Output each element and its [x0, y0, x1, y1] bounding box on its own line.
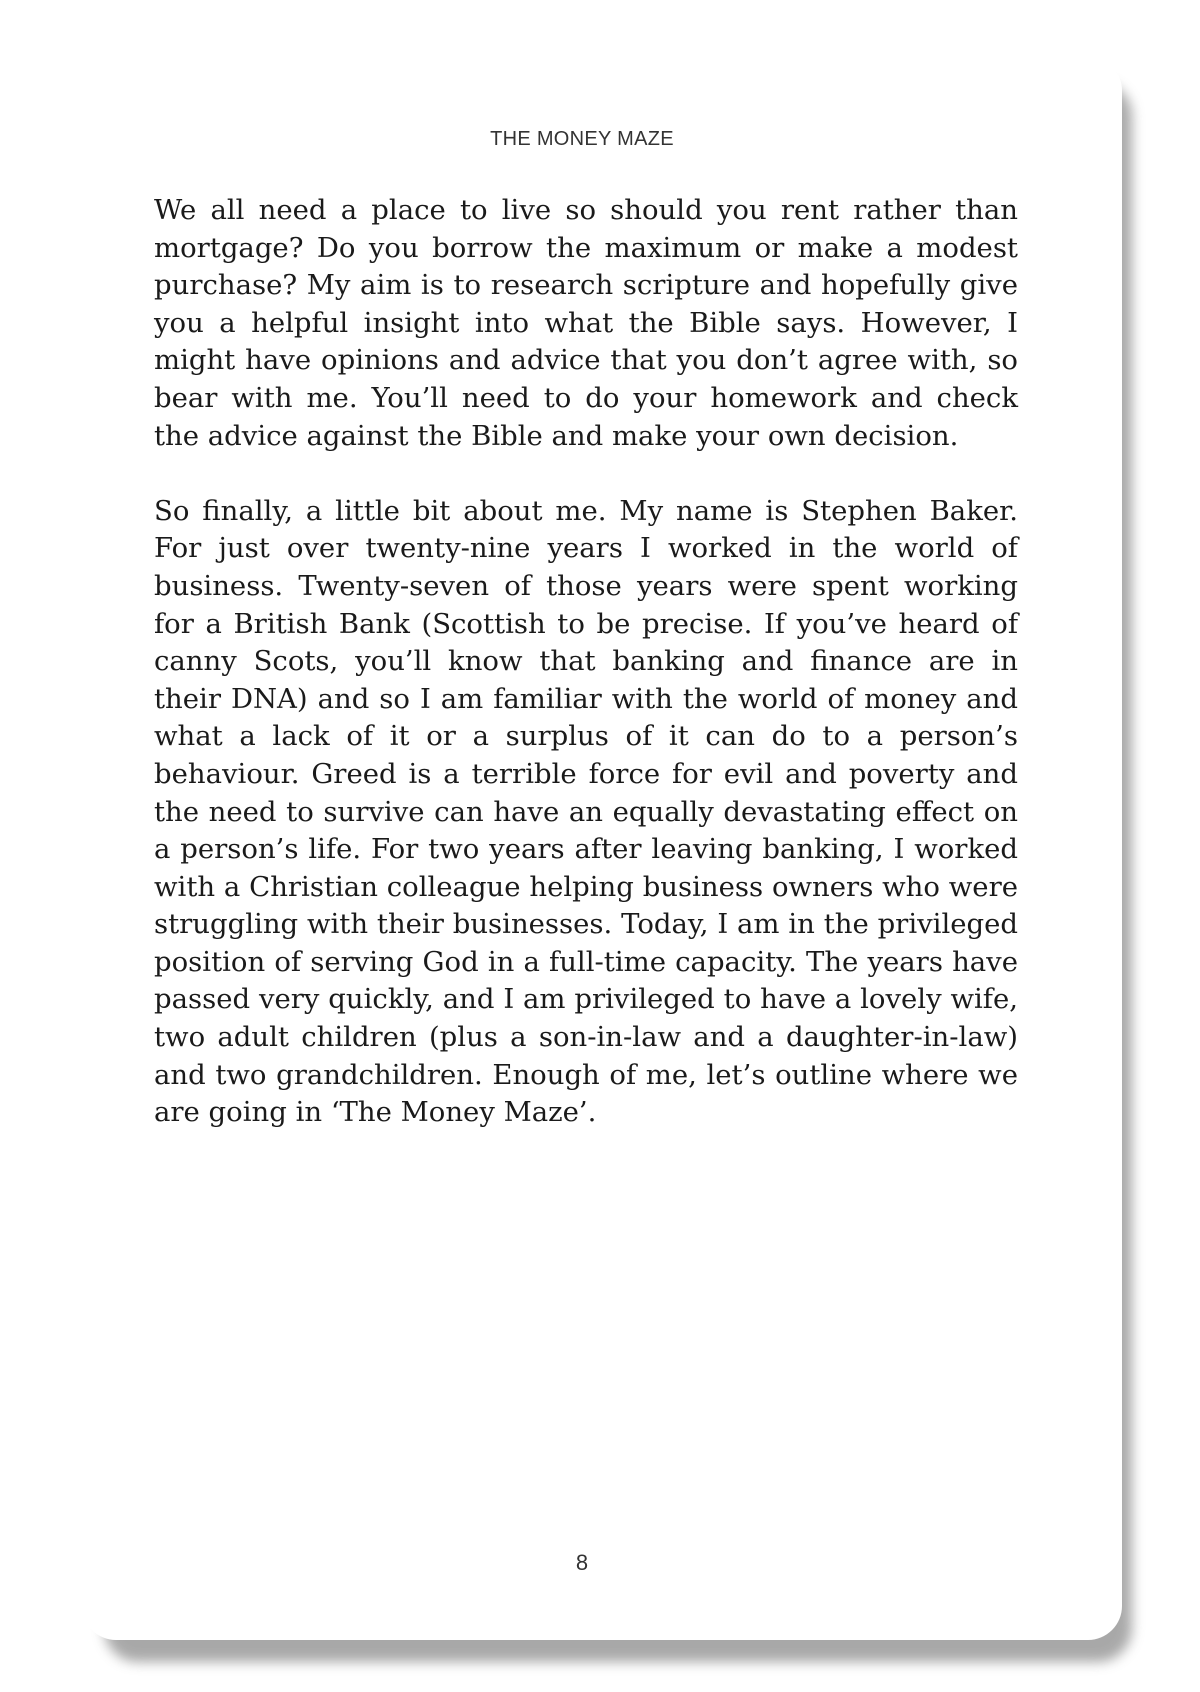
paragraph-housing: We all need a place to live so should you rent rather than mortgage? Do you borrow the maximum or make a modest purchase? My aim is to research scripture and hopefully give you a helpful insight into what the Bible says. However, I might have opinions and advice that you don’t agree with, so bear with me. You’ll need to do your homework and check the advice against the Bible and make your own decision. — [154, 194, 1018, 452]
paragraph-about-author: So finally, a little bit about me. My name is Stephen Baker. For just over twenty-nine years I worked in the world of business. Twenty-seven of those years were spent working for a British Bank (Scottish to be precise. If you’ve heard of canny Scots, you’ll know that banking and finance are in their DNA) and so I am familiar with the world of money and what a lack of it or a surplus of it can do to a person’s behaviour. Greed is a terrible force for evil and poverty and the need to survive can have an equally devastating effect on a person’s life. For two years after leaving banking, I worked with a Christian colleague helping business owners who were struggling with their businesses. Today, I am in the privileged position of serving God in a full-time capacity. The years have passed very quickly, and I am privileged to have a lovely wife, two adult children (plus a son-in-law and a daughter-in-law) and two grandchildren. Enough of me, let’s outline where we are going in ‘The Money Maze’. — [154, 494, 1018, 1129]
body-text — [154, 192, 1018, 1169]
running-head: THE MONEY MAZE — [490, 128, 674, 150]
book-page[interactable] — [82, 60, 1122, 1640]
page-number: 8 — [575, 1550, 589, 1575]
